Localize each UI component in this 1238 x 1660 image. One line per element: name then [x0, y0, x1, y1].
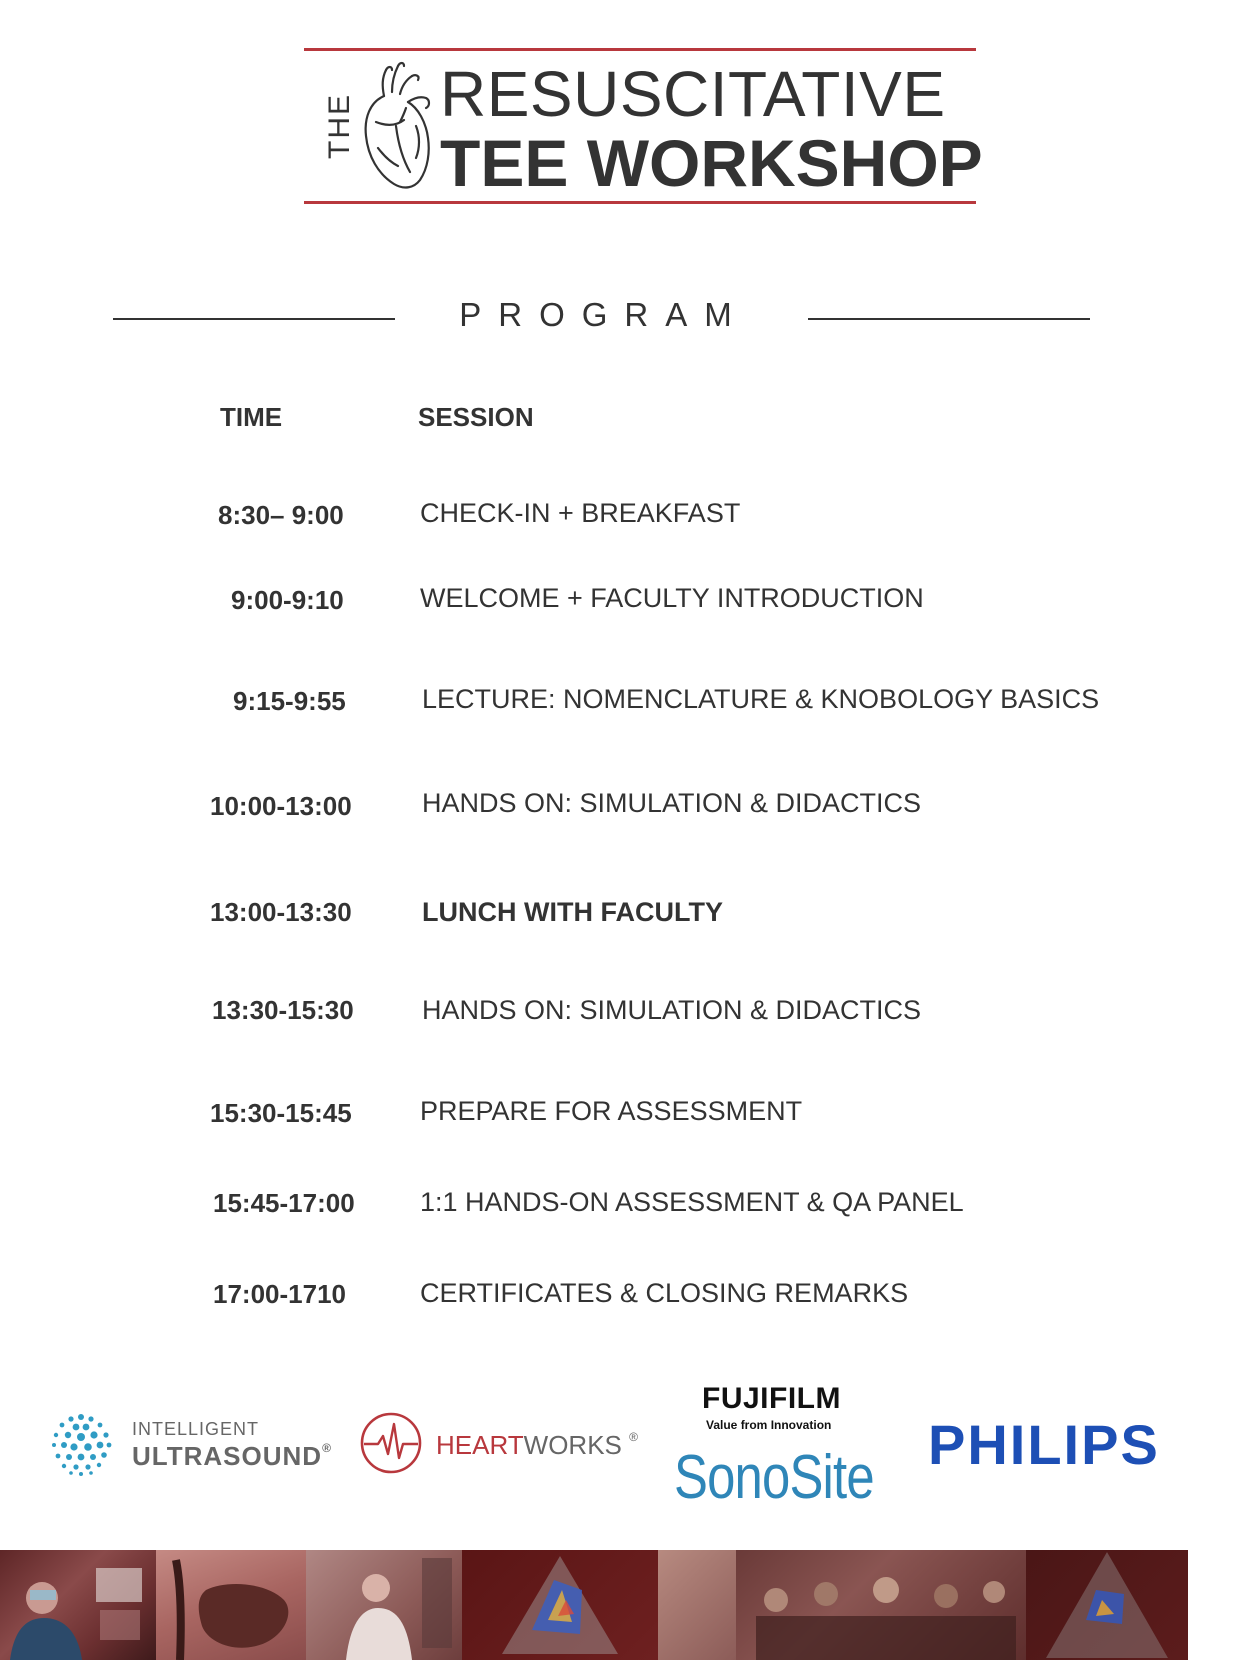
row-session: CHECK-IN + BREAKFAST	[420, 498, 741, 528]
photo-mannequin	[658, 1550, 736, 1660]
logo-bottom-rule	[304, 201, 976, 204]
photo-strip	[0, 1550, 1238, 1660]
photo-echo-color	[1026, 1550, 1188, 1660]
logo-top-rule	[304, 48, 976, 51]
row-session: LUNCH WITH FACULTY	[422, 897, 723, 927]
sonosite-name: SonoSite	[674, 1443, 874, 1512]
row-session: HANDS ON: SIMULATION & DIDACTICS	[422, 788, 922, 818]
workshop-logo	[304, 48, 983, 206]
fujifilm-name: FUJIFILM	[702, 1382, 841, 1415]
iu-line2	[132, 1441, 332, 1472]
row-time: 9:15-9:55	[233, 686, 346, 716]
dots-sphere-icon	[46, 1409, 116, 1479]
row-time: 15:45-17:00	[213, 1188, 355, 1218]
hw-heart: HEART	[436, 1430, 524, 1460]
row-time: 10:00-13:00	[210, 791, 352, 821]
echo-color-image	[1026, 1550, 1188, 1660]
row-time: 13:30-15:30	[212, 995, 354, 1025]
logo-title-line1: RESUSCITATIVE	[440, 58, 946, 130]
photo-echo-doppler	[462, 1550, 658, 1660]
clinician-image	[306, 1550, 462, 1660]
heartbeat-icon	[358, 1410, 424, 1476]
row-session: PREPARE FOR ASSESSMENT	[420, 1096, 803, 1126]
row-time: 13:00-13:30	[210, 897, 352, 927]
row-session: CERTIFICATES & CLOSING REMARKS	[420, 1278, 909, 1308]
row-time: 17:00-1710	[213, 1279, 346, 1309]
row-session: LECTURE: NOMENCLATURE & KNOBOLOGY BASICS	[422, 684, 1100, 714]
row-time: 15:30-15:45	[210, 1098, 352, 1128]
fujifilm-tagline: Value from Innovation	[706, 1418, 832, 1432]
program-rule-left	[113, 318, 395, 320]
program-rule-right	[808, 318, 1090, 320]
heartworks-logo	[358, 1410, 638, 1476]
workshop-group-image	[736, 1550, 1026, 1660]
photo-heart-model	[156, 1550, 306, 1660]
row-time: 9:00-9:10	[231, 585, 344, 615]
row-session: 1:1 HANDS-ON ASSESSMENT & QA PANEL	[420, 1187, 964, 1217]
heart-model-image	[156, 1550, 306, 1660]
intelligent-ultrasound-logo	[46, 1405, 332, 1479]
heart-icon	[356, 56, 434, 192]
photo-workshop-group	[736, 1550, 1026, 1660]
photo-clinician	[306, 1550, 462, 1660]
photo-operator	[0, 1550, 156, 1660]
time-column-header: TIME	[220, 402, 283, 432]
echo-doppler-image	[462, 1550, 658, 1660]
iu-reg-mark: ®	[322, 1441, 332, 1455]
program-heading: PROGRAM	[459, 296, 749, 333]
hw-reg-mark: ®	[629, 1430, 638, 1444]
row-time: 8:30– 9:00	[218, 500, 344, 530]
fujifilm-sonosite-logo	[674, 1382, 874, 1512]
heartworks-text	[436, 1430, 638, 1461]
philips-logo: PHILIPS	[928, 1413, 1160, 1476]
row-session: HANDS ON: SIMULATION & DIDACTICS	[422, 995, 922, 1025]
iu-line1: INTELLIGENT	[132, 1419, 260, 1439]
logo-title-line2: TEE WORKSHOP	[440, 126, 983, 200]
operator-image	[0, 1550, 156, 1660]
row-session: WELCOME + FACULTY INTRODUCTION	[420, 583, 924, 613]
session-column-header: SESSION	[418, 402, 534, 432]
hw-works: WORKS	[523, 1430, 622, 1460]
iu-line2-text: ULTRASOUND	[132, 1441, 323, 1471]
logo-the-text: THE	[323, 93, 356, 159]
